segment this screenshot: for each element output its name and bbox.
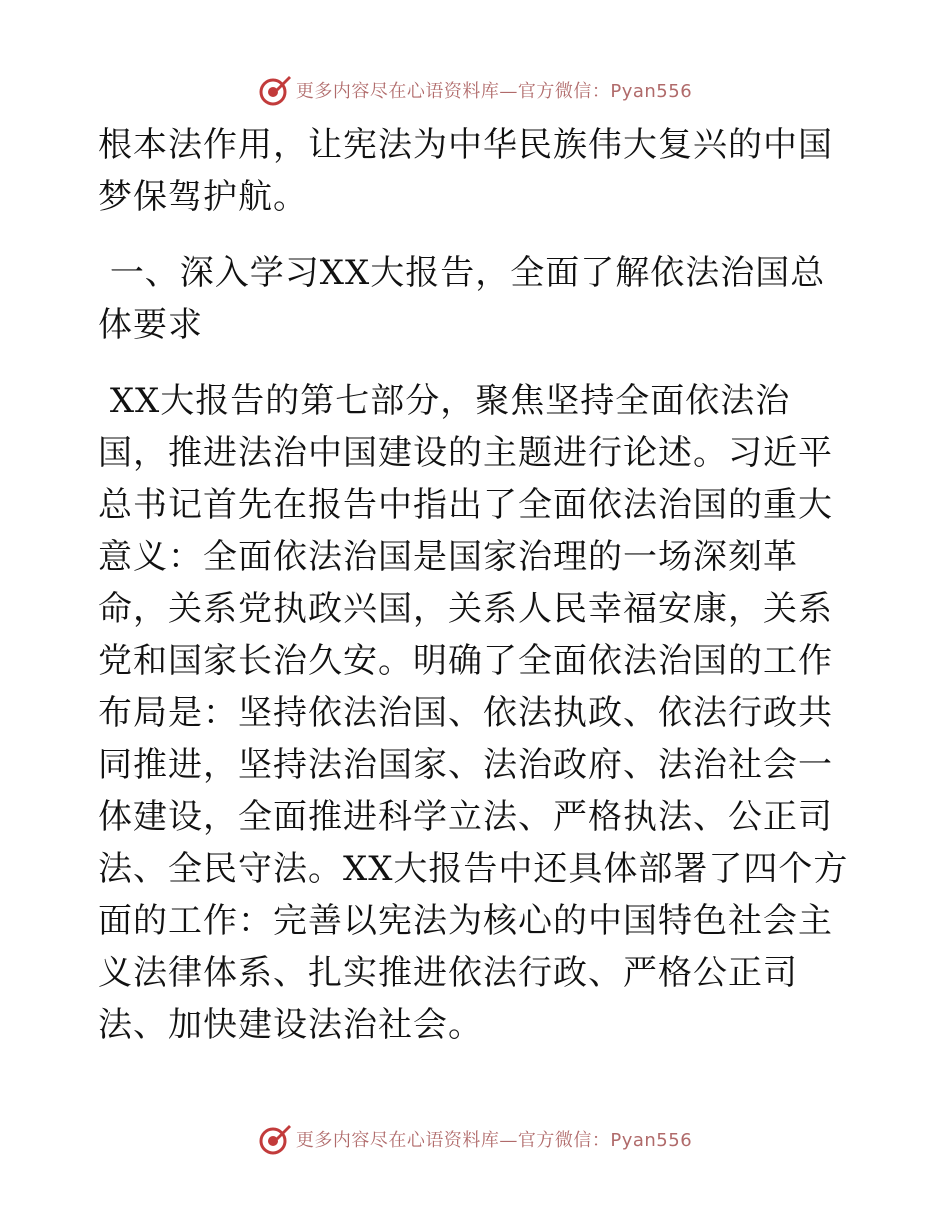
paragraph-1: 根本法作用，让宪法为中华民族伟大复兴的中国梦保驾护航。 — [98, 125, 833, 217]
quill-logo-icon — [258, 73, 292, 107]
watermark-wechat-id: Pyan556 — [610, 1130, 693, 1151]
quill-logo-icon — [258, 1122, 292, 1156]
footer-watermark — [0, 1119, 950, 1159]
watermark-wechat-id: Pyan556 — [610, 81, 693, 102]
section-heading: 一、深入学习XX大报告，全面了解依法治国总体要求 — [98, 253, 826, 345]
document-body — [98, 119, 858, 1051]
watermark-text: 更多内容尽在心语资料库—官方微信： — [295, 81, 611, 102]
paragraph-2: XX大报告的第七部分，聚焦坚持全面依法治国，推进法治中国建设的主题进行论述。习近平总书记首先在报告中指出了全面依法治国的重大意义：全面依法治国是国家治理的一场深刻革命，关系党执政兴国，关系人民幸福安康，关系党和国家长治久安。明确了全面依法治国的工作布局是：坚持依法治国、依法执政、依法行政共同推进，坚持法治国家、法治政府、法治社会一体建设，全面推进科学立法、严格执法、公正司法、全民守法。XX大报告中还具体部署了四个方面的工作：完善以宪法为核心的中国特色社会主义法律体系、扎实推进依法行政、严格公正司法、加快建设法治社会。 — [98, 381, 849, 1045]
watermark-text: 更多内容尽在心语资料库—官方微信： — [295, 1130, 611, 1151]
header-watermark — [0, 70, 950, 110]
